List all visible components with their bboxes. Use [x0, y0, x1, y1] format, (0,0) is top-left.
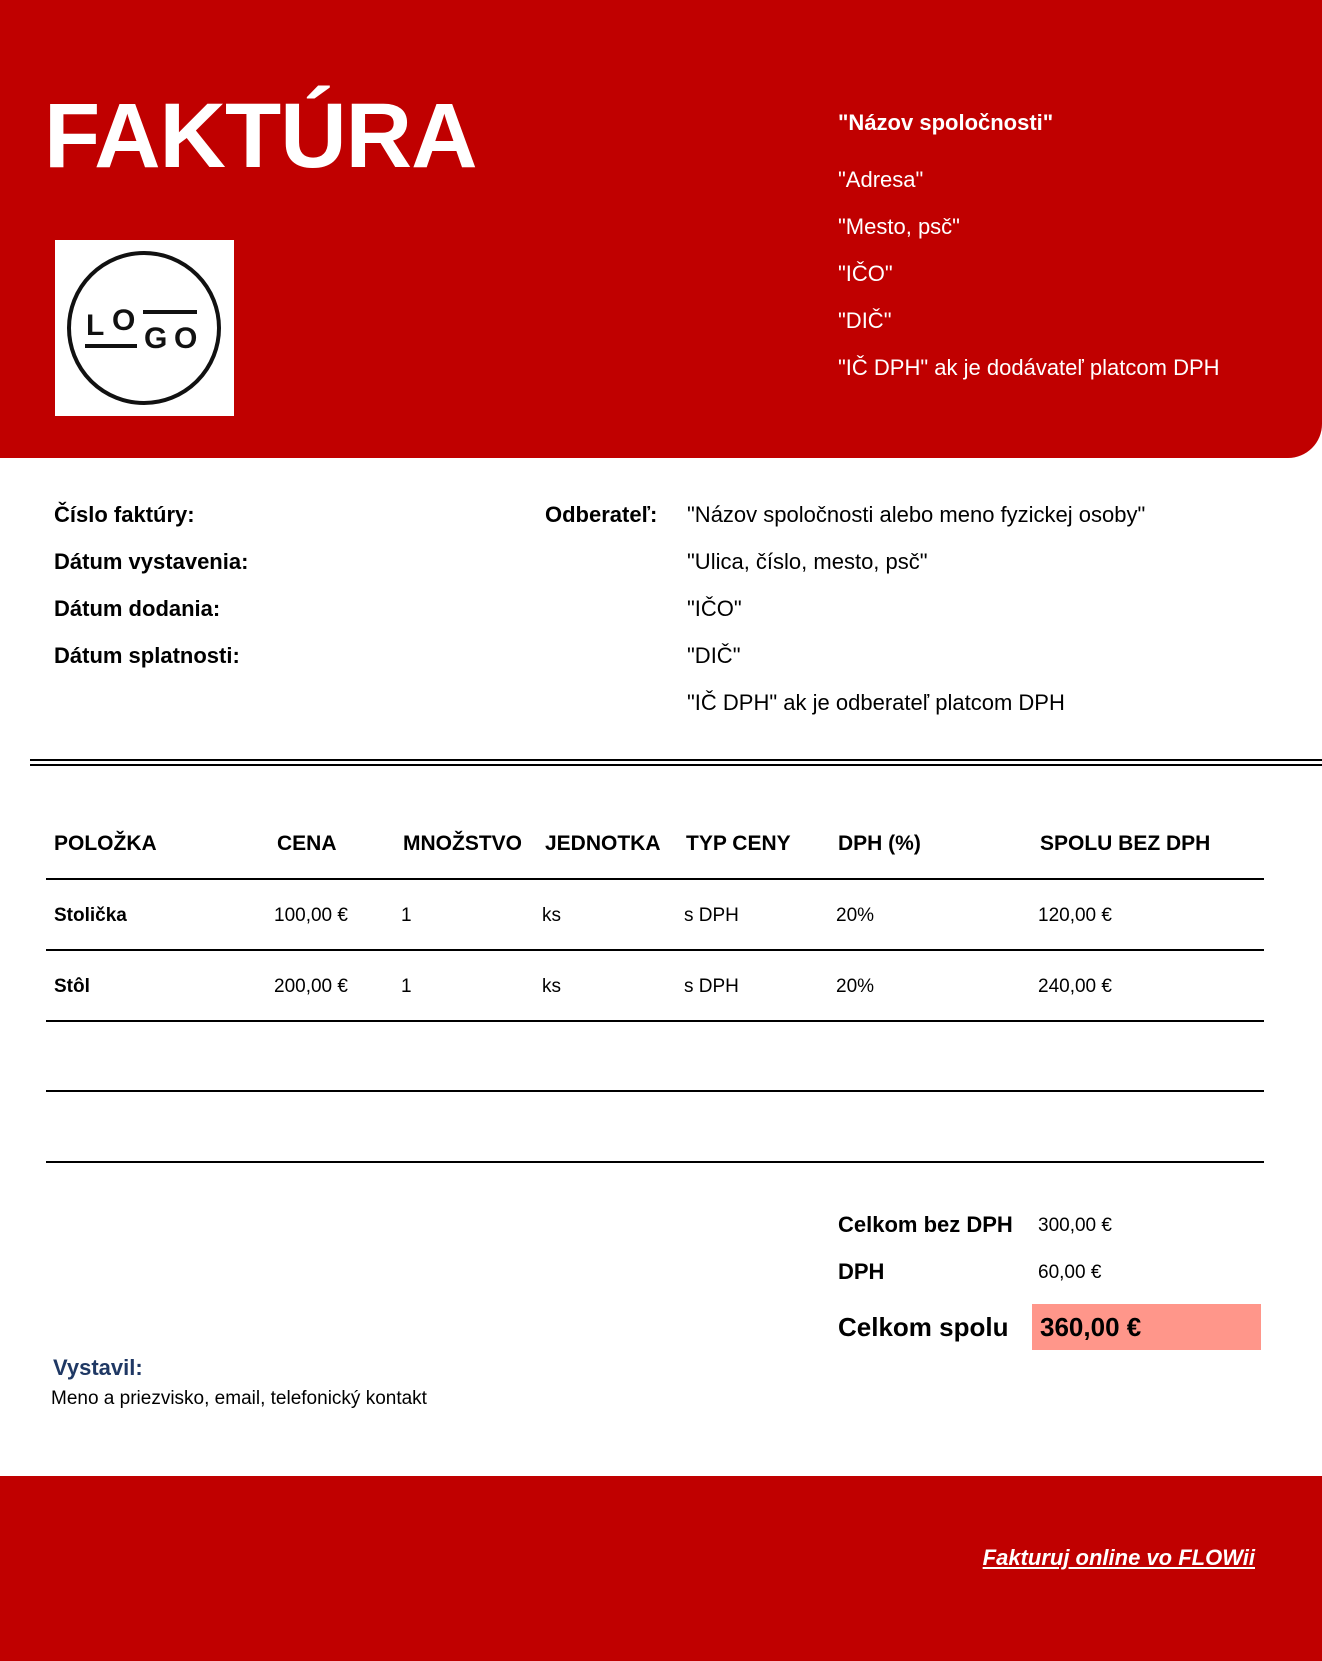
- delivery-date-label: Dátum dodania:: [54, 596, 221, 621]
- vat-total-label: DPH: [838, 1259, 885, 1284]
- table-rule: [46, 1161, 1264, 1163]
- svg-text:O: O: [112, 304, 136, 337]
- table-rule: [46, 1090, 1264, 1092]
- buyer-name: "Názov spoločnosti alebo meno fyzickej osoby": [687, 502, 1146, 527]
- issuer-label: Vystavil:: [53, 1355, 143, 1380]
- col-header-qty: MNOŽSTVO: [403, 832, 522, 855]
- buyer-label: Odberateľ:: [545, 502, 658, 527]
- svg-text:G: G: [144, 322, 168, 355]
- grand-total-label: Celkom spolu: [838, 1312, 1009, 1342]
- col-header-price-type: TYP CENY: [686, 832, 791, 855]
- row-price-type: s DPH: [684, 976, 739, 997]
- net-total-label: Celkom bez DPH: [838, 1212, 1013, 1237]
- row-qty: 1: [401, 905, 412, 926]
- invoice-number-label: Číslo faktúry:: [54, 502, 195, 527]
- vat-total-value: 60,00 €: [1038, 1262, 1102, 1283]
- logo-icon: [55, 240, 234, 416]
- supplier-address: "Adresa": [838, 167, 924, 192]
- supplier-info: [838, 110, 1220, 402]
- company-logo: [55, 240, 234, 416]
- section-divider: [30, 759, 1322, 766]
- table-rule: [46, 949, 1264, 951]
- grand-total-value: 360,00 €: [1040, 1312, 1142, 1342]
- row-vat: 20%: [836, 976, 875, 997]
- row-unit: ks: [542, 976, 561, 997]
- row-price-type: s DPH: [684, 905, 739, 926]
- flowii-link[interactable]: Fakturuj online vo FLOWii: [982, 1545, 1255, 1570]
- table-rule: [46, 878, 1264, 880]
- supplier-ic-dph: "IČ DPH" ak je dodávateľ platcom DPH: [838, 355, 1220, 380]
- row-unit: ks: [542, 905, 561, 926]
- col-header-unit: JEDNOTKA: [545, 832, 661, 855]
- supplier-dic: "DIČ": [838, 308, 892, 333]
- svg-text:O: O: [174, 322, 198, 355]
- col-header-total: SPOLU BEZ DPH: [1040, 832, 1211, 855]
- col-header-price: CENA: [277, 832, 337, 855]
- issuer-contact: Meno a priezvisko, email, telefonický kontakt: [51, 1388, 427, 1409]
- buyer-ico: "IČO": [687, 596, 742, 621]
- row-total: 240,00 €: [1038, 976, 1112, 997]
- net-total-value: 300,00 €: [1038, 1215, 1112, 1236]
- row-qty: 1: [401, 976, 412, 997]
- col-header-item: POLOŽKA: [54, 832, 157, 855]
- row-item: Stolička: [54, 905, 127, 926]
- issue-date-label: Dátum vystavenia:: [54, 549, 249, 574]
- row-item: Stôl: [54, 976, 90, 997]
- row-price: 100,00 €: [274, 905, 348, 926]
- due-date-label: Dátum splatnosti:: [54, 643, 240, 668]
- row-total: 120,00 €: [1038, 905, 1112, 926]
- row-vat: 20%: [836, 905, 875, 926]
- invoice-title: FAKTÚRA: [44, 85, 477, 187]
- svg-text:L: L: [86, 309, 107, 342]
- buyer-info: [687, 502, 1145, 737]
- row-price: 200,00 €: [274, 976, 348, 997]
- supplier-name: "Názov spoločnosti": [838, 110, 1054, 135]
- col-header-vat: DPH (%): [838, 832, 921, 855]
- table-rule: [46, 1020, 1264, 1022]
- buyer-ic-dph: "IČ DPH" ak je odberateľ platcom DPH: [687, 690, 1065, 715]
- buyer-address: "Ulica, číslo, mesto, psč": [687, 549, 928, 574]
- buyer-dic: "DIČ": [687, 643, 741, 668]
- supplier-ico: "IČO": [838, 261, 893, 286]
- supplier-city: "Mesto, psč": [838, 214, 960, 239]
